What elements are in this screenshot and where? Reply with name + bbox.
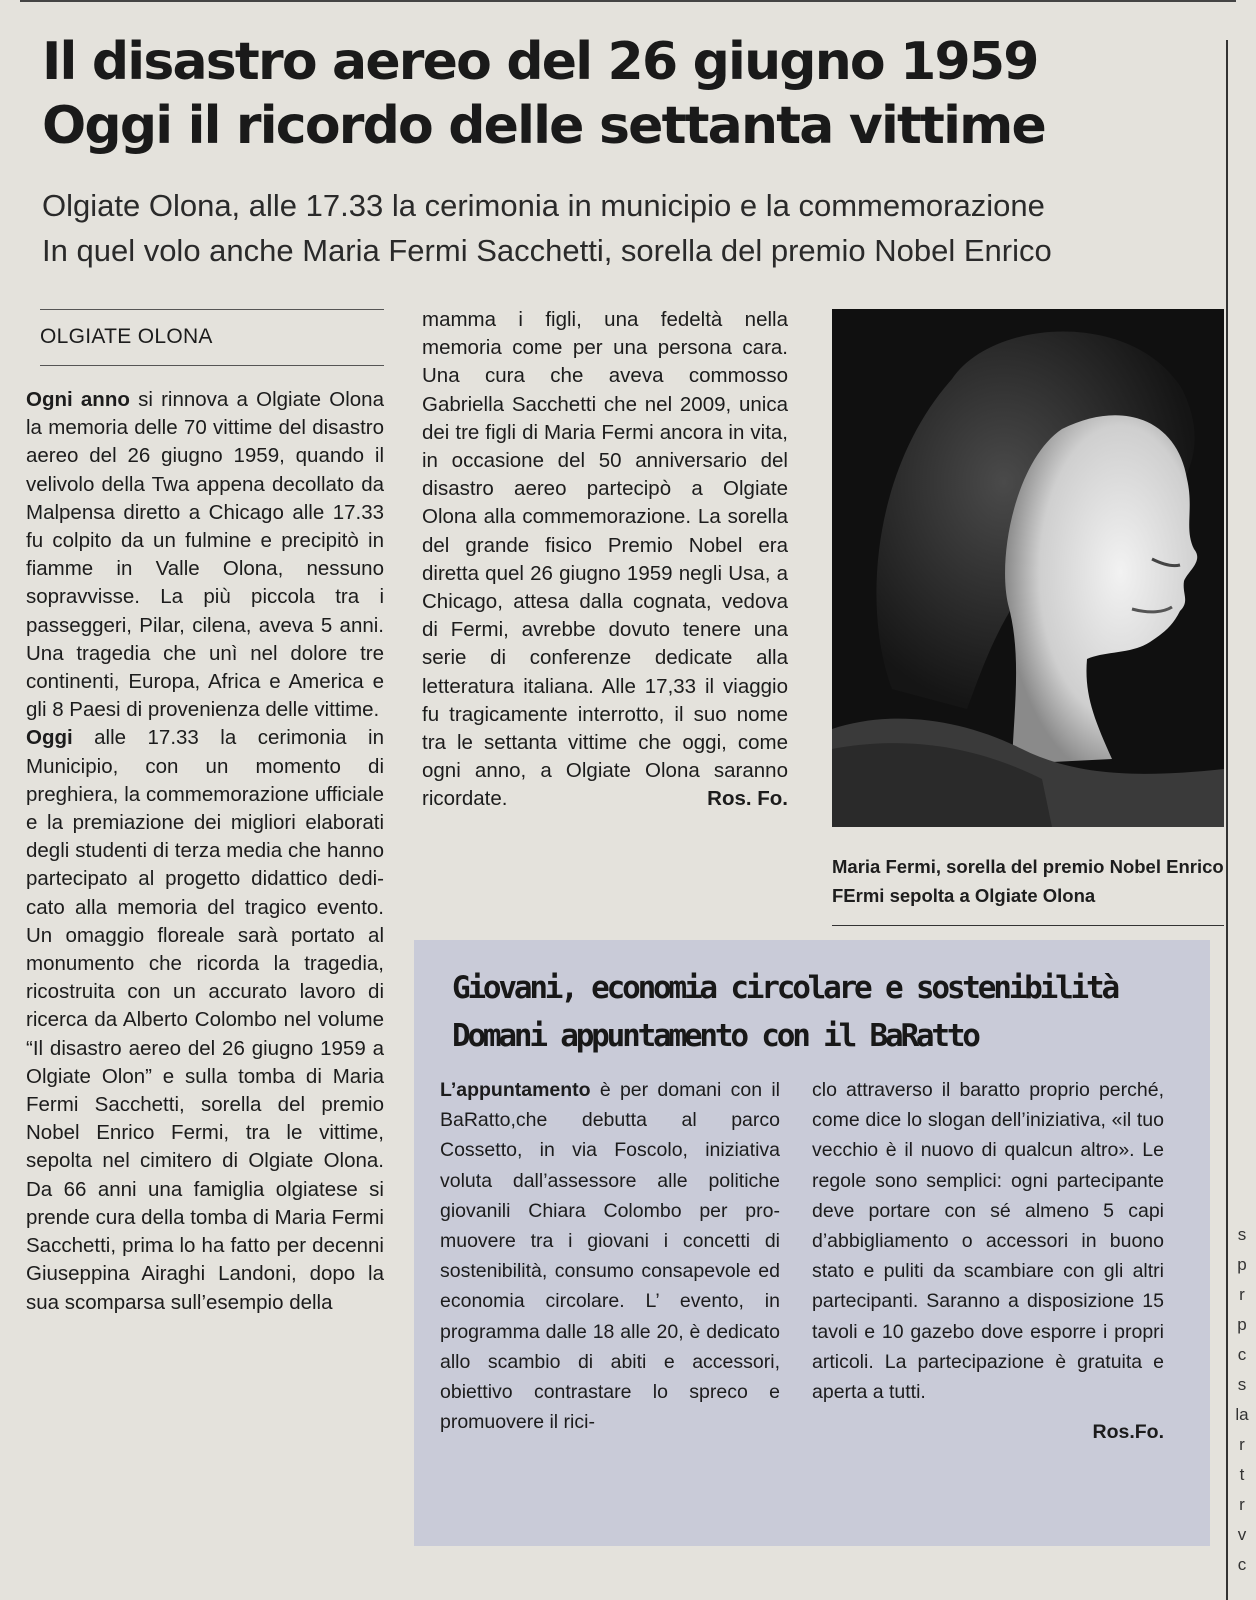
sidebar-column-2 [812,1075,1164,1447]
headline-line-1: Il disastro aereo del 26 giugno 1959 [42,32,1038,92]
author-signature: Ros. Fo. [707,787,788,811]
dateline: OLGIATE OLONA [40,325,213,348]
edge-letter: s [1237,1375,1247,1394]
sidebar-paragraph-1 [440,1075,780,1437]
paragraph-text: mamma i figli, una fedeltà nella memoria come per una persona cara. Una cura che aveva commosso Gabriella Sacchetti che nel 2009, unica dei tre figli di Maria Fermi ancora in vita, in occasione del 50 anniversario del disastro aereo partecipò a Olgiate Olona alla commemorazione. La sorella del grande fisico Premio Nobel era diretta quel 26 giugno 1959 negli Usa, a Chicago, attesa dalla cognata, vedova di Fermi, avrebbe dovuto tenere una serie di conferenze dedicate alla letteratura italiana. Alle 17,33 il viaggio fu tragicamente interrotto, il suo nome tra le settanta vittime che oggi, come ogni anno, a Olgiate Olona saranno ricordate. [422,308,788,811]
sidebar-signature: Ros.Fo. [1092,1421,1164,1444]
paragraph-text: clo attraverso il baratto proprio perché, come dice lo slogan dell’iniziativa, «il tuo vecchio è il nuovo di qualcun altro». Le regole sono semplici: ogni partecipante deve portare con sé almeno 5 capi d’abbigliamento o accessori in buono stato e puliti da scambiare con gli altri partecipanti. Saranno a disposizione 15 tavoli e 10 gazebo dove esporre i propri articoli. La partecipazione è gratuita e aperta a tutti. [812,1079,1164,1404]
subheadline [42,183,1232,273]
edge-letter: c [1237,1555,1247,1574]
edge-letter: p [1237,1315,1247,1334]
portrait-photo [832,309,1224,827]
portrait-illustration [832,309,1224,827]
sidebar-column-1 [440,1075,780,1437]
sidebar-box [414,940,1210,1546]
headline [42,30,1232,158]
paragraph-text: è per domani con il BaRatto,che debutta al parco Cossetto, in via Foscolo, iniziativa voluta dall’assessore alle politiche giovanili Chiara Colombo per promuovere tra i giovani i concetti di sostenibilità, consumo consapevole ed economia circolare. L’ evento, in programma dalle 18 alle 20, è dedicato allo scambio di abiti e accessori, obiettivo contrastare lo spreco e promuovere il rici- [440,1079,780,1434]
sidebar-headline-line-1: Giovani, economia circolare e sostenibilità [452,970,1117,1006]
edge-letter: s [1237,1225,1247,1244]
edge-letter: c [1237,1345,1247,1364]
edge-letter: t [1239,1465,1245,1484]
headline-line-2: Oggi il ricordo delle settanta vittime [42,96,1045,156]
edge-letter: r [1239,1285,1245,1304]
edge-letter: p [1237,1255,1247,1274]
edge-letter: r [1239,1435,1245,1454]
edge-letter: r [1239,1495,1245,1514]
sidebar-paragraph-2 [812,1075,1164,1407]
right-column-rule [1226,40,1228,1600]
paragraph-lead: Oggi [26,726,73,750]
sidebar-headline-line-2: Domani appuntamento con il BaRatto [452,1018,978,1054]
article-paragraph-2 [26,724,384,1316]
adjacent-column-fragment [1234,1220,1250,1580]
edge-letter: la [1235,1405,1249,1424]
edge-letter: v [1237,1525,1247,1544]
top-rule [20,0,1236,2]
article-paragraph-1 [26,386,384,724]
photo-caption: Maria Fermi, sorella del premio Nobel Enrico FErmi sepolta a Olgiate Olona [832,856,1224,906]
paragraph-lead: Ogni anno [26,388,130,411]
subheadline-line-2: In quel volo anche Maria Fermi Sacchetti, sorella del premio Nobel Enrico [42,233,1052,268]
dateline-rule-bottom [40,365,384,366]
caption-rule [832,925,1224,926]
subheadline-line-1: Olgiate Olona, alle 17.33 la cerimonia in municipio e la commemorazione [42,188,1045,223]
article-column-2 [422,306,788,814]
article-paragraph-3 [422,306,788,814]
sidebar-headline [452,964,1202,1060]
paragraph-text: alle 17.33 la cerimonia in Municipio, con un momento di preghiera, la commemorazione ufficiale e la premiazione dei migliori elaborati degli studenti di terza media che hanno partecipato al progetto didattico dedicato alla memoria del tragico evento. Un omaggio floreale sarà portato al monumento che ricorda la tragedia, ricostruita con un accurato lavoro di ricerca da Alberto Colombo nel volume “Il disastro aereo del 26 giugno 1959 a Olgiate Olon” e sulla tomba di Maria Fermi Sacchetti, sorella del premio Nobel Enrico Fermi, tra le vittime, sepolta nel cimitero di Olgiate Olona. Da 66 anni una famiglia olgiatese si prende cura della tomba di Maria Fermi Sacchetti, prima lo ha fatto per decenni Giuseppina Airaghi Landoni, dopo la sua scomparsa sull’esempio della [26,726,384,1314]
paragraph-text: si rinnova a Olgiate Olona la memoria delle 70 vittime del disastro aereo del 26 giugno 1959, quando il velivolo della Twa appena decollato da Malpensa diretto a Chicago alle 17.33 fu colpito da un fulmine e precipitò in fiamme in Valle Olona, nessuno sopravvisse. La più piccola tra i passeggeri, Pilar, cilena, aveva 5 anni. Una tragedia che unì nel dolore tre continenti, Europa, Africa e America e gli 8 Paesi di provenienza delle vittime. [26,388,384,722]
paragraph-lead: L’appuntamento [440,1079,591,1101]
article-column-1 [26,386,384,1317]
dateline-rule-top [40,309,384,310]
